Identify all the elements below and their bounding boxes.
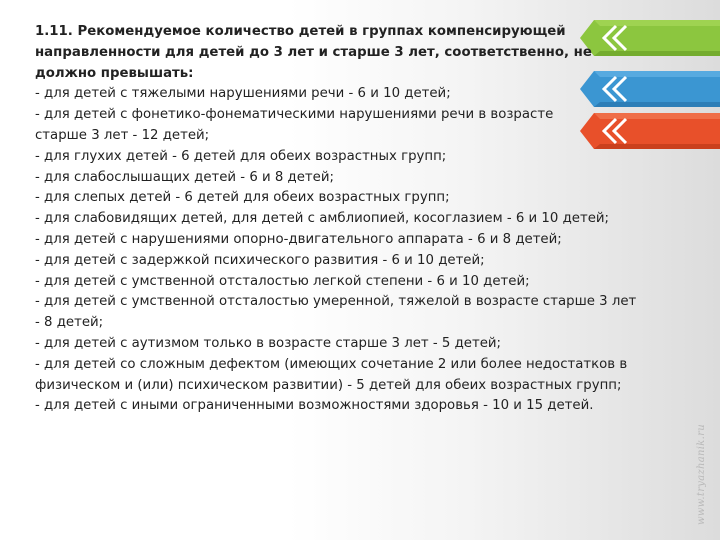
list-item: - для детей со сложным дефектом (имеющих сочетание 2 или более недостатков в физическом и (или) психическом развитии) - 5 детей для обеих возрастных групп;: [35, 356, 628, 393]
slide-body: [35, 22, 645, 417]
list-item: - для детей с нарушениями опорно-двигательного аппарата - 6 и 8 детей;: [35, 231, 562, 247]
list-item: - для детей с тяжелыми нарушениями речи - 6 и 10 детей;: [35, 86, 451, 102]
list-item: - для глухих детей - 6 детей для обеих возрастных групп;: [35, 148, 447, 164]
list-item: - для детей с аутизмом только в возрасте старше 3 лет - 5 детей;: [35, 335, 502, 351]
list-item: - для слабослышащих детей - 6 и 8 детей;: [35, 169, 334, 185]
list-item: - для слабовидящих детей, для детей с амблиопией, косоглазием - 6 и 10 детей;: [35, 211, 609, 227]
list-item: - для детей с иными ограниченными возможностями здоровья - 10 и 15 детей.: [35, 398, 594, 414]
slide-title: 1.11. Рекомендуемое количество детей в группах компенсирующей направленности для детей до 3 лет и старше 3 лет, соответственно, не должно превышать:: [35, 24, 592, 81]
list-item: - для детей с фонетико-фонематическими нарушениями речи в возрасте старше 3 лет - 12 детей;: [35, 107, 554, 143]
list-item: - для детей с задержкой психического развития - 6 и 10 детей;: [35, 252, 485, 268]
list-item: - для детей с умственной отсталостью умеренной, тяжелой в возрасте старше 3 лет - 8 детей;: [35, 294, 637, 331]
list-item: - для слепых детей - 6 детей для обеих возрастных групп;: [35, 190, 450, 206]
watermark: www.tryazhanik.ru: [696, 424, 707, 525]
list-item: - для детей с умственной отсталостью легкой степени - 6 и 10 детей;: [35, 273, 530, 289]
